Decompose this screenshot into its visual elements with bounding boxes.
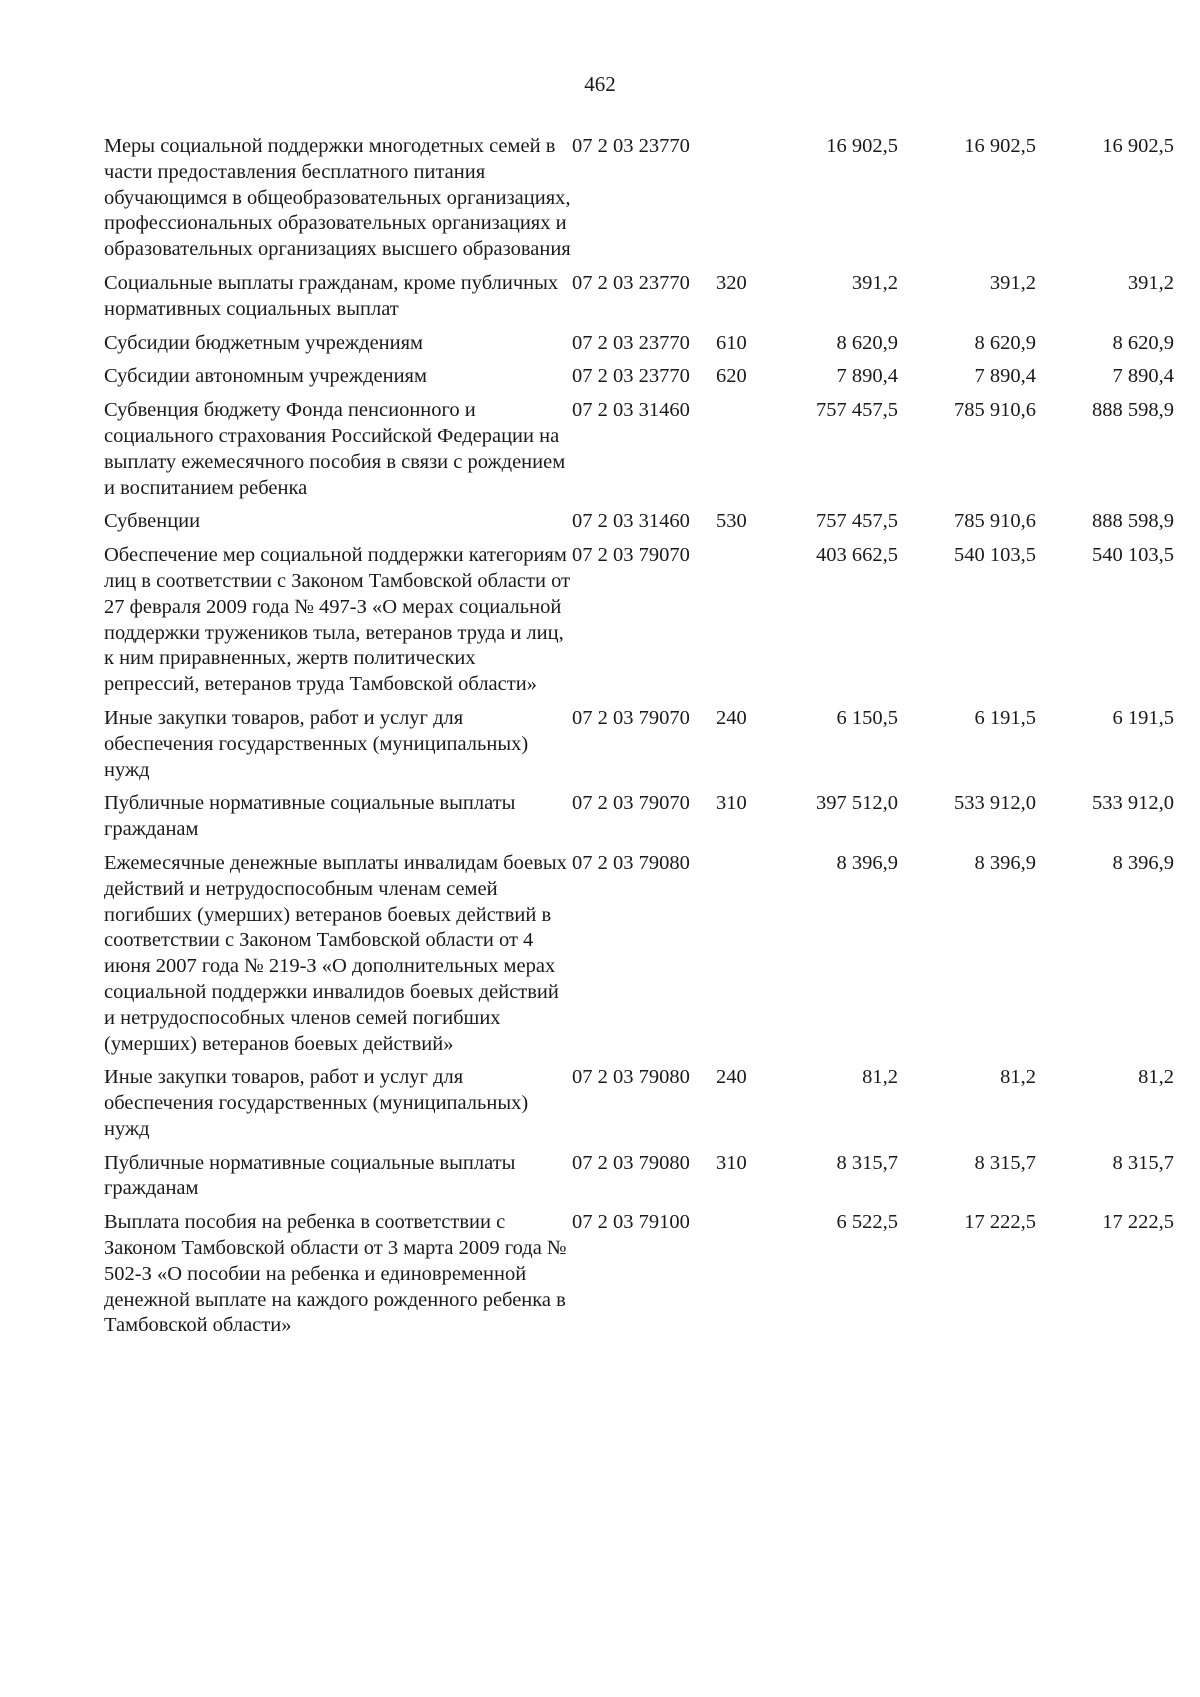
table-row bbox=[104, 791, 1174, 843]
row-code: 07 2 03 31460 bbox=[572, 399, 690, 422]
row-name: Выплата пособия на ребенка в соответствии с Законом Тамбовской области от 3 марта 2009 года № 502-З «О пособии на ребенка и единовременной денежной выплате на каждого рожденного ребенка в Тамбовской области» bbox=[104, 1211, 567, 1337]
row-name: Субвенции bbox=[104, 510, 201, 533]
row-code: 07 2 03 79070 bbox=[572, 544, 690, 567]
row-amount-year-1: 757 457,5 bbox=[816, 399, 898, 422]
row-name: Иные закупки товаров, работ и услуг для обеспечения государственных (муниципальных) нужд bbox=[104, 1066, 529, 1140]
row-amount-year-2: 7 890,4 bbox=[974, 365, 1036, 388]
table-row bbox=[104, 134, 1174, 263]
row-expense-type: 240 bbox=[716, 706, 747, 729]
row-name: Субвенция бюджету Фонда пенсионного и социального страхования Российской Федерации на выплату ежемесячного пособия в связи с рождением и воспитанием ребенка bbox=[104, 399, 566, 499]
row-amount-year-3: 81,2 bbox=[1138, 1066, 1174, 1089]
row-expense-type: 310 bbox=[716, 1151, 747, 1174]
row-amount-year-2: 8 315,7 bbox=[974, 1151, 1036, 1174]
row-amount-year-1: 16 902,5 bbox=[826, 135, 898, 157]
row-amount-year-2: 533 912,0 bbox=[954, 792, 1036, 815]
row-code: 07 2 03 79070 bbox=[572, 792, 690, 815]
row-amount-year-3: 16 902,5 bbox=[1102, 135, 1174, 157]
row-code: 07 2 03 31460 bbox=[572, 510, 690, 533]
row-name: Обеспечение мер социальной поддержки категориям лиц в соответствии с Законом Тамбовской области от 27 февраля 2009 года № 497-З «О мерах социальной поддержки тружеников тыла, ветеранов труда и лиц, к ним приравненных, жертв политических репрессий, ветеранов труда Тамбовской области» bbox=[104, 544, 571, 696]
row-name: Ежемесячные денежные выплаты инвалидам боевых действий и нетрудоспособным членам семей погибших (умерших) ветеранов боевых действий в соответствии с Законом Тамбовской области от 4 июня 2007 года № 219-З «О дополнительных мерах социальной поддержки инвалидов боевых действий и нетрудоспособных членов семей погибших (умерших) ветеранов боевых действий» bbox=[104, 851, 567, 1055]
row-amount-year-3: 8 620,9 bbox=[1112, 331, 1174, 354]
row-expense-type: 530 bbox=[716, 510, 747, 533]
row-amount-year-1: 7 890,4 bbox=[836, 365, 898, 388]
row-amount-year-1: 757 457,5 bbox=[816, 510, 898, 533]
row-amount-year-2: 785 910,6 bbox=[954, 399, 1036, 422]
budget-table bbox=[104, 134, 1174, 1347]
row-code: 07 2 03 23770 bbox=[572, 365, 690, 388]
row-code: 07 2 03 23770 bbox=[572, 135, 690, 157]
row-amount-year-2: 17 222,5 bbox=[964, 1211, 1036, 1234]
row-expense-type: 310 bbox=[716, 792, 747, 815]
row-name: Публичные нормативные социальные выплаты гражданам bbox=[104, 792, 516, 841]
row-amount-year-2: 391,2 bbox=[989, 271, 1036, 294]
row-code: 07 2 03 79070 bbox=[572, 706, 690, 729]
row-name: Субсидии автономным учреждениям bbox=[104, 365, 427, 388]
row-name: Меры социальной поддержки многодетных семей в части предоставления бесплатного питания обучающимся в общеобразовательных организациях, профессиональных образовательных организациях и образовательных организациях высшего образования bbox=[104, 135, 571, 261]
row-code: 07 2 03 79080 bbox=[572, 851, 690, 874]
row-amount-year-3: 6 191,5 bbox=[1112, 706, 1174, 729]
row-amount-year-1: 8 315,7 bbox=[836, 1151, 898, 1174]
row-amount-year-3: 540 103,5 bbox=[1092, 544, 1174, 567]
page-number: 462 bbox=[584, 72, 616, 96]
table-row bbox=[104, 271, 1174, 323]
table-row bbox=[104, 331, 1174, 357]
row-amount-year-3: 888 598,9 bbox=[1092, 399, 1174, 422]
table-row bbox=[104, 509, 1174, 535]
row-amount-year-1: 8 620,9 bbox=[836, 331, 898, 354]
row-name: Публичные нормативные социальные выплаты гражданам bbox=[104, 1151, 516, 1200]
table-row bbox=[104, 706, 1174, 783]
row-amount-year-3: 888 598,9 bbox=[1092, 510, 1174, 533]
row-amount-year-2: 81,2 bbox=[1000, 1066, 1036, 1089]
row-amount-year-1: 6 150,5 bbox=[836, 706, 898, 729]
row-amount-year-3: 8 396,9 bbox=[1112, 851, 1174, 874]
table-row bbox=[104, 1210, 1174, 1339]
row-code: 07 2 03 79080 bbox=[572, 1151, 690, 1174]
table-row bbox=[104, 851, 1174, 1057]
row-amount-year-2: 16 902,5 bbox=[964, 135, 1036, 157]
row-name: Социальные выплаты гражданам, кроме публичных нормативных социальных выплат bbox=[104, 271, 559, 320]
row-amount-year-2: 6 191,5 bbox=[974, 706, 1036, 729]
row-expense-type: 620 bbox=[716, 365, 747, 388]
row-amount-year-2: 8 396,9 bbox=[974, 851, 1036, 874]
row-amount-year-1: 81,2 bbox=[862, 1066, 898, 1089]
row-amount-year-2: 540 103,5 bbox=[954, 544, 1036, 567]
row-amount-year-3: 17 222,5 bbox=[1102, 1211, 1174, 1234]
table-row bbox=[104, 543, 1174, 698]
row-amount-year-1: 8 396,9 bbox=[836, 851, 898, 874]
row-amount-year-2: 8 620,9 bbox=[974, 331, 1036, 354]
row-amount-year-3: 391,2 bbox=[1127, 271, 1174, 294]
table-row bbox=[104, 364, 1174, 390]
table-row bbox=[104, 1065, 1174, 1142]
table-row bbox=[104, 398, 1174, 501]
row-amount-year-1: 6 522,5 bbox=[836, 1211, 898, 1234]
row-name: Субсидии бюджетным учреждениям bbox=[104, 331, 424, 354]
row-amount-year-2: 785 910,6 bbox=[954, 510, 1036, 533]
row-code: 07 2 03 79080 bbox=[572, 1066, 690, 1089]
row-code: 07 2 03 23770 bbox=[572, 331, 690, 354]
row-code: 07 2 03 23770 bbox=[572, 271, 690, 294]
row-amount-year-1: 391,2 bbox=[851, 271, 898, 294]
row-expense-type: 610 bbox=[716, 331, 747, 354]
row-amount-year-1: 403 662,5 bbox=[816, 544, 898, 567]
row-expense-type: 320 bbox=[716, 271, 747, 294]
row-amount-year-3: 533 912,0 bbox=[1092, 792, 1174, 815]
table-row bbox=[104, 1151, 1174, 1203]
row-amount-year-3: 7 890,4 bbox=[1112, 365, 1174, 388]
row-code: 07 2 03 79100 bbox=[572, 1211, 690, 1234]
row-name: Иные закупки товаров, работ и услуг для обеспечения государственных (муниципальных) нужд bbox=[104, 706, 529, 781]
row-amount-year-3: 8 315,7 bbox=[1112, 1151, 1174, 1174]
row-expense-type: 240 bbox=[716, 1066, 747, 1089]
row-amount-year-1: 397 512,0 bbox=[816, 792, 898, 815]
